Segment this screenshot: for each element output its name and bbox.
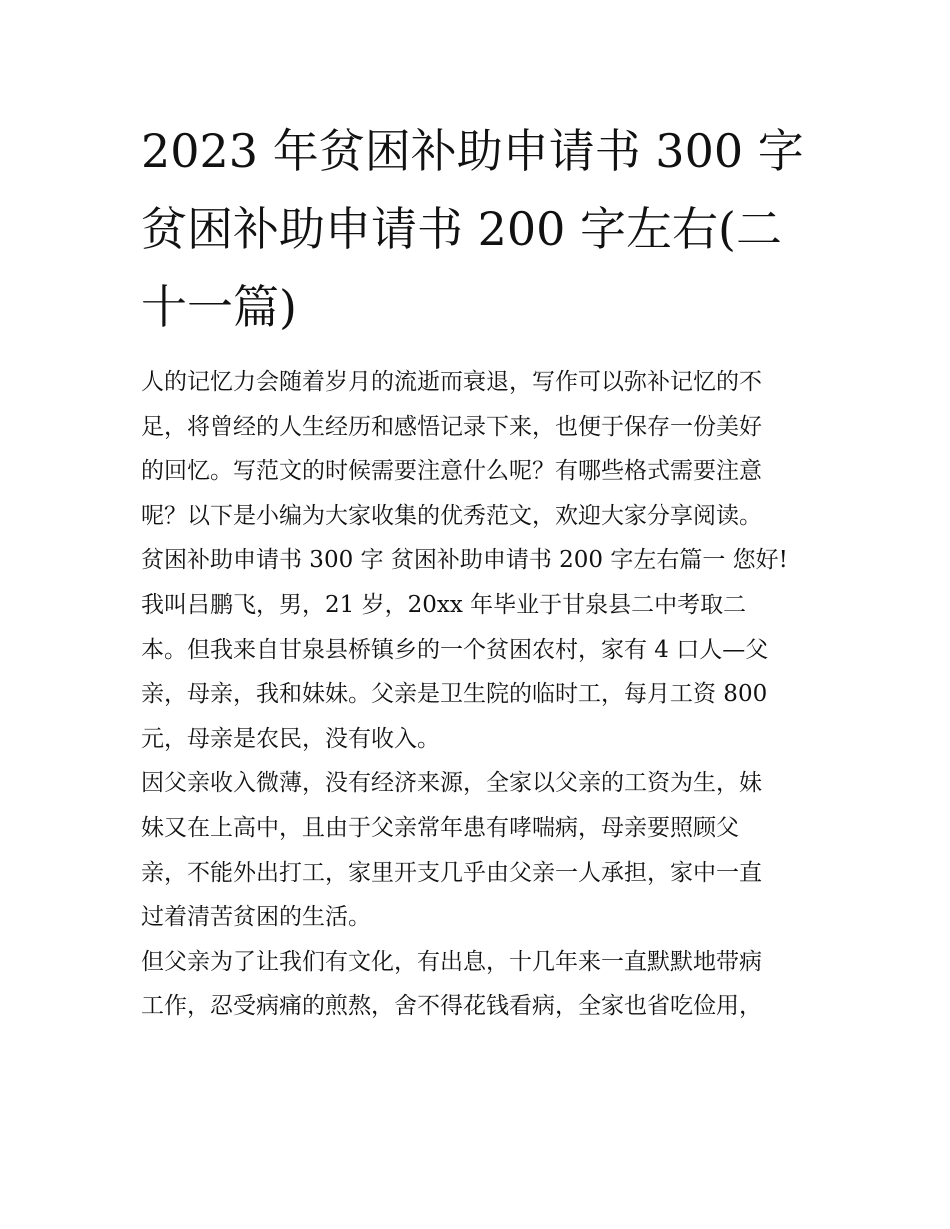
body-line: 亲，不能外出打工，家里开支几乎由父亲一人承担，家中一直 — [141, 859, 762, 886]
document-title — [141, 112, 821, 346]
title-line: 2023 年贫困补助申请书 300 字 — [141, 124, 804, 178]
body-line: 的回忆。写范文的时候需要注意什么呢？有哪些格式需要注意 — [141, 458, 762, 485]
document-body — [141, 360, 821, 1029]
title-line: 十一篇) — [141, 280, 297, 334]
body-line: 过着清苦贫困的生活。 — [141, 904, 371, 931]
body-line: 呢？以下是小编为大家收集的优秀范文，欢迎大家分享阅读。 — [141, 502, 762, 529]
body-line: 妹又在上高中，且由于父亲常年患有哮喘病，母亲要照顾父 — [141, 814, 739, 841]
body-line: 人的记忆力会随着岁月的流逝而衰退，写作可以弥补记忆的不 — [141, 369, 762, 395]
body-line: 本。但我来自甘泉县桥镇乡的一个贫困农村，家有 4 口人—父 — [141, 636, 769, 663]
body-line: 贫困补助申请书 300 字 贫困补助申请书 200 字左右篇一 您好! — [141, 547, 788, 574]
body-line: 但父亲为了让我们有文化，有出息，十几年来一直默默地带病 — [141, 948, 762, 975]
title-line: 贫困补助申请书 200 字左右(二 — [141, 202, 782, 256]
body-line: 元，母亲是农民，没有收入。 — [141, 725, 440, 752]
body-line: 工作，忍受病痛的煎熬，舍不得花钱看病，全家也省吃俭用， — [141, 993, 762, 1020]
body-line: 我叫吕鹏飞，男，21 岁，20xx 年毕业于甘泉县二中考取二 — [141, 591, 747, 618]
body-line: 亲，母亲，我和妹妹。父亲是卫生院的临时工，每月工资 800 — [141, 681, 768, 708]
body-line: 因父亲收入微薄，没有经济来源，全家以父亲的工资为生，妹 — [141, 770, 762, 797]
body-line: 足，将曾经的人生经历和感悟记录下来，也便于保存一份美好 — [141, 413, 762, 440]
